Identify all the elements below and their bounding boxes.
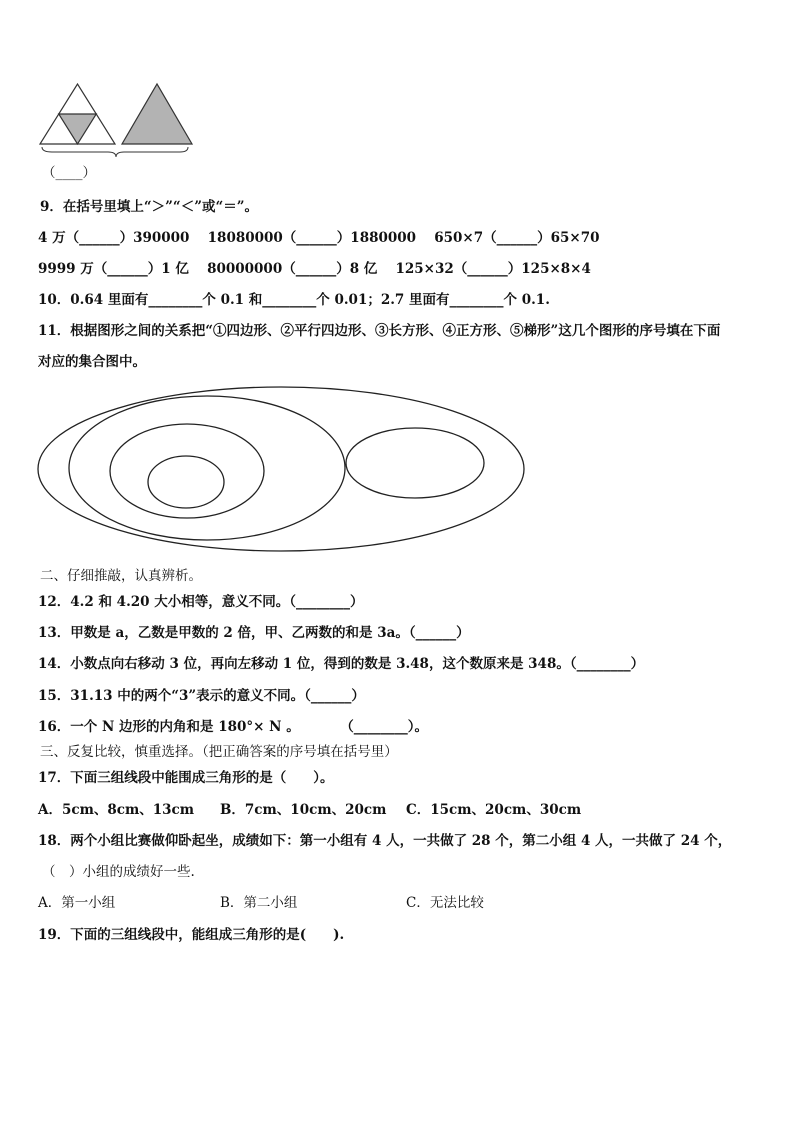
question-17-stem: 17．下面三组线段中能围成三角形的是（ ）。: [38, 770, 334, 786]
question-19: 19．下面的三组线段中，能组成三角形的是( ).: [38, 927, 345, 943]
question-11-line-1: 11．根据图形之间的关系把“①四边形、②平行四边形、③长方形、④正方形、⑤梯形”这几个图形的序号填在下面: [38, 323, 721, 339]
question-10: 10．0.64 里面有________个 0.1 和________个 0.01；2.7 里面有________个 0.1.: [38, 292, 550, 308]
question-18-option-b: B．第二小组: [220, 895, 298, 911]
question-18-option-a: A．第一小组: [38, 895, 116, 911]
question-12: 12．4.2 和 4.20 大小相等，意义不同。（________）: [38, 594, 364, 610]
question-13: 13．甲数是 a，乙数是甲数的 2 倍，甲、乙两数的和是 3a。（______）: [38, 625, 470, 641]
set-diagram: [35, 383, 535, 558]
brace: [42, 147, 188, 157]
question-9-row-1: 4 万（______）390000 18080000（______）1880000 650×7（______）65×70: [38, 230, 600, 246]
question-14: 14．小数点向右移动 3 位，再向左移动 1 位，得到的数是 3.48，这个数原来是 348。（________）: [38, 656, 645, 672]
question-16: 16．一个 N 边形的内角和是 180°× N 。 （________）。: [38, 719, 428, 735]
subdivided-triangle: [40, 84, 115, 144]
figure-answer-blank[interactable]: （____）: [42, 165, 96, 181]
section-2-heading: 二、仔细推敲，认真辨析。: [40, 568, 202, 584]
question-17-option-c: C．15cm、20cm、30cm: [406, 802, 582, 818]
question-9-row-2: 9999 万（______）1 亿 80000000（______）8 亿 125×32（______）125×8×4: [38, 261, 591, 277]
shaded-triangle: [122, 84, 192, 144]
question-11-line-2: 对应的集合图中。: [38, 354, 146, 370]
question-17-option-b: B．7cm、10cm、20cm: [220, 802, 387, 818]
question-18-option-c: C．无法比较: [406, 895, 484, 911]
set-right: [346, 428, 484, 498]
question-9-title: 9．在括号里填上“＞”“＜”或“＝”。: [40, 199, 258, 215]
triangle-figure: [30, 75, 230, 165]
question-17-option-a: A．5cm、8cm、13cm: [38, 802, 195, 818]
question-18-line-1: 18．两个小组比赛做仰卧起坐，成绩如下：第一小组有 4 人，一共做了 28 个，第二小组 4 人，一共做了 24 个，: [38, 833, 732, 849]
section-3-heading: 三、反复比较，慎重选择。（把正确答案的序号填在括号里）: [40, 744, 398, 760]
set-third: [110, 424, 264, 518]
question-15: 15．31.13 中的两个“3”表示的意义不同。（______）: [38, 688, 365, 704]
set-inner: [148, 456, 224, 508]
set-outer: [38, 387, 524, 551]
question-18-line-2: （ ）小组的成绩好一些.: [42, 864, 195, 880]
